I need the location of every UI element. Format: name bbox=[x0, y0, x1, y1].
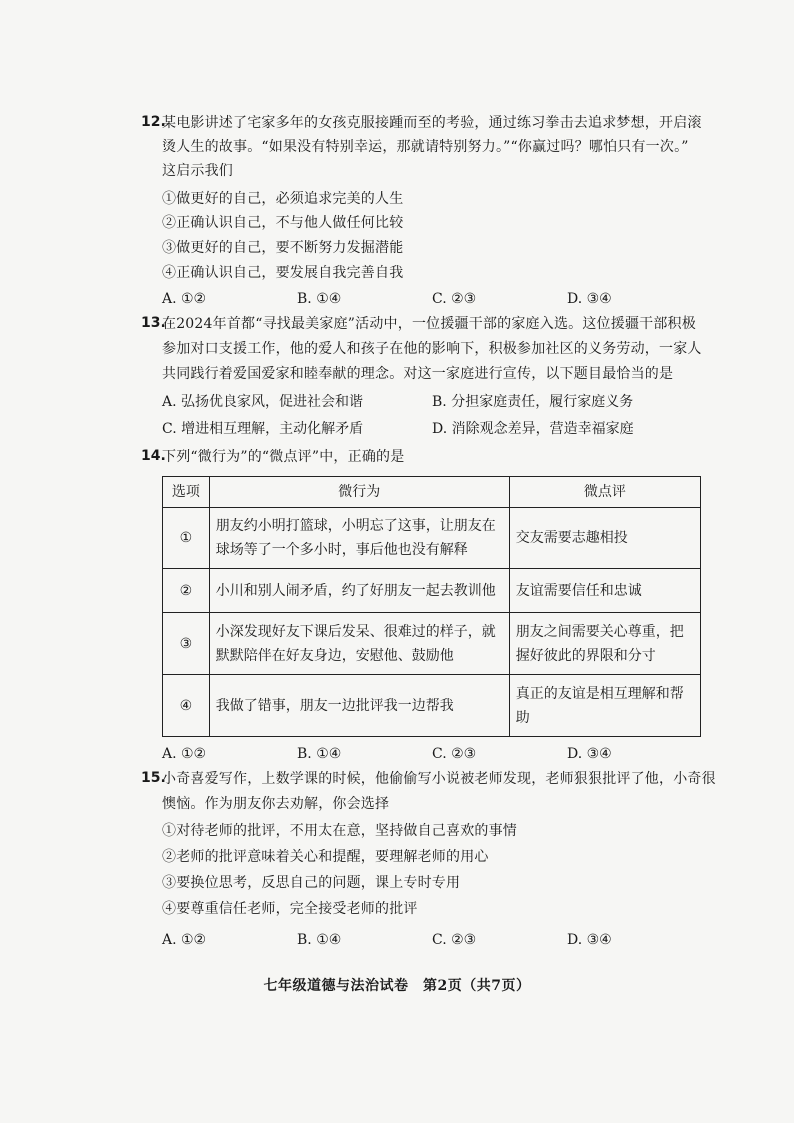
option-d: D. ③④ bbox=[567, 291, 612, 307]
question-stem-line: 在2024年首都“寻找最美家庭”活动中，一位援疆干部的家庭入选。这位援疆干部积极 bbox=[162, 316, 696, 332]
question-stem-line: 烫人生的故事。“如果没有特别幸运，那就请特别努力。”“你赢过吗？哪怕只有一次。” bbox=[162, 139, 689, 155]
page-footer: 七年级道德与法治试卷 第2页（共7页） bbox=[263, 978, 531, 994]
option-d: D. ③④ bbox=[567, 932, 612, 948]
table-cell: 小深发现好友下课后发呆、很难过的样子，就默默陪伴在好友身边，安慰他、鼓励他 bbox=[209, 613, 509, 675]
question-stem-line: 小奇喜爱写作，上数学课的时候，他偷偷写小说被老师发现，老师狠狠批评了他，小奇很 bbox=[162, 771, 716, 787]
table-header-cell: 微点评 bbox=[509, 477, 700, 508]
option-a: A. ①② bbox=[162, 291, 207, 307]
option-c: C. ②③ bbox=[432, 932, 477, 948]
table-cell: 真正的友谊是相互理解和帮助 bbox=[509, 675, 700, 737]
option-b: B. 分担家庭责任，履行家庭义务 bbox=[432, 394, 634, 410]
table-cell: 小川和别人闹矛盾，约了好朋友一起去教训他 bbox=[209, 569, 509, 613]
question-number: 12. bbox=[141, 114, 166, 130]
option-c: C. 增进相互理解，主动化解矛盾 bbox=[162, 421, 364, 437]
option-d: D. ③④ bbox=[567, 746, 612, 762]
table-header-cell: 选项 bbox=[163, 477, 210, 508]
table-header-cell: 微行为 bbox=[209, 477, 509, 508]
question-stem-line: 懊恼。作为朋友你去劝解，你会选择 bbox=[162, 796, 390, 812]
question-number: 13. bbox=[141, 315, 166, 331]
table-header-row bbox=[163, 477, 701, 508]
question-stem-line: 下列“微行为”的“微点评”中，正确的是 bbox=[162, 449, 405, 465]
table-cell: ① bbox=[163, 508, 210, 569]
table-cell: 朋友约小明打篮球，小明忘了这事，让朋友在球场等了一个多小时，事后他也没有解释 bbox=[209, 508, 509, 569]
statement: ③要换位思考，反思自己的问题，课上专时专用 bbox=[162, 875, 461, 891]
comment-table bbox=[162, 476, 701, 737]
statement: ①对待老师的批评，不用太在意，坚持做自己喜欢的事情 bbox=[162, 823, 517, 839]
option-a: A. 弘扬优良家风，促进社会和谐 bbox=[162, 394, 364, 410]
table-cell: ④ bbox=[163, 675, 210, 737]
table-cell: 交友需要志趣相投 bbox=[509, 508, 700, 569]
table-row bbox=[163, 613, 701, 675]
table-cell: ③ bbox=[163, 613, 210, 675]
question-stem-line: 某电影讲述了宅家多年的女孩克服接踵而至的考验，通过练习拳击去追求梦想，开启滚 bbox=[162, 115, 702, 131]
option-d: D. 消除观念差异，营造幸福家庭 bbox=[432, 421, 634, 437]
option-a: A. ①② bbox=[162, 932, 207, 948]
question-number: 14. bbox=[141, 448, 166, 464]
table-row bbox=[163, 569, 701, 613]
table-row bbox=[163, 508, 701, 569]
statement: ②老师的批评意味着关心和提醒，要理解老师的用心 bbox=[162, 849, 489, 865]
option-c: C. ②③ bbox=[432, 291, 477, 307]
table-row bbox=[163, 675, 701, 737]
table-cell: 友谊需要信任和忠诚 bbox=[509, 569, 700, 613]
option-b: B. ①④ bbox=[297, 291, 342, 307]
statement: ④正确认识自己，要发展自我完善自我 bbox=[162, 265, 404, 281]
question-stem-line: 参加对口支援工作，他的爱人和孩子在他的影响下，积极参加社区的义务劳动，一家人 bbox=[162, 341, 702, 357]
statement: ①做更好的自己，必须追求完美的人生 bbox=[162, 191, 404, 207]
option-b: B. ①④ bbox=[297, 932, 342, 948]
statement: ②正确认识自己，不与他人做任何比较 bbox=[162, 215, 404, 231]
question-stem-line: 共同践行着爱国爱家和睦奉献的理念。对这一家庭进行宣传，以下题目最恰当的是 bbox=[162, 366, 674, 382]
question-number: 15. bbox=[141, 770, 166, 786]
table-cell: 我做了错事，朋友一边批评我一边帮我 bbox=[209, 675, 509, 737]
question-stem-line: 这启示我们 bbox=[162, 163, 233, 179]
statement: ③做更好的自己，要不断努力发掘潜能 bbox=[162, 240, 404, 256]
table-cell: ② bbox=[163, 569, 210, 613]
option-c: C. ②③ bbox=[432, 746, 477, 762]
table-cell: 朋友之间需要关心尊重，把握好彼此的界限和分寸 bbox=[509, 613, 700, 675]
option-a: A. ①② bbox=[162, 746, 207, 762]
statement: ④要尊重信任老师，完全接受老师的批评 bbox=[162, 901, 418, 917]
option-b: B. ①④ bbox=[297, 746, 342, 762]
